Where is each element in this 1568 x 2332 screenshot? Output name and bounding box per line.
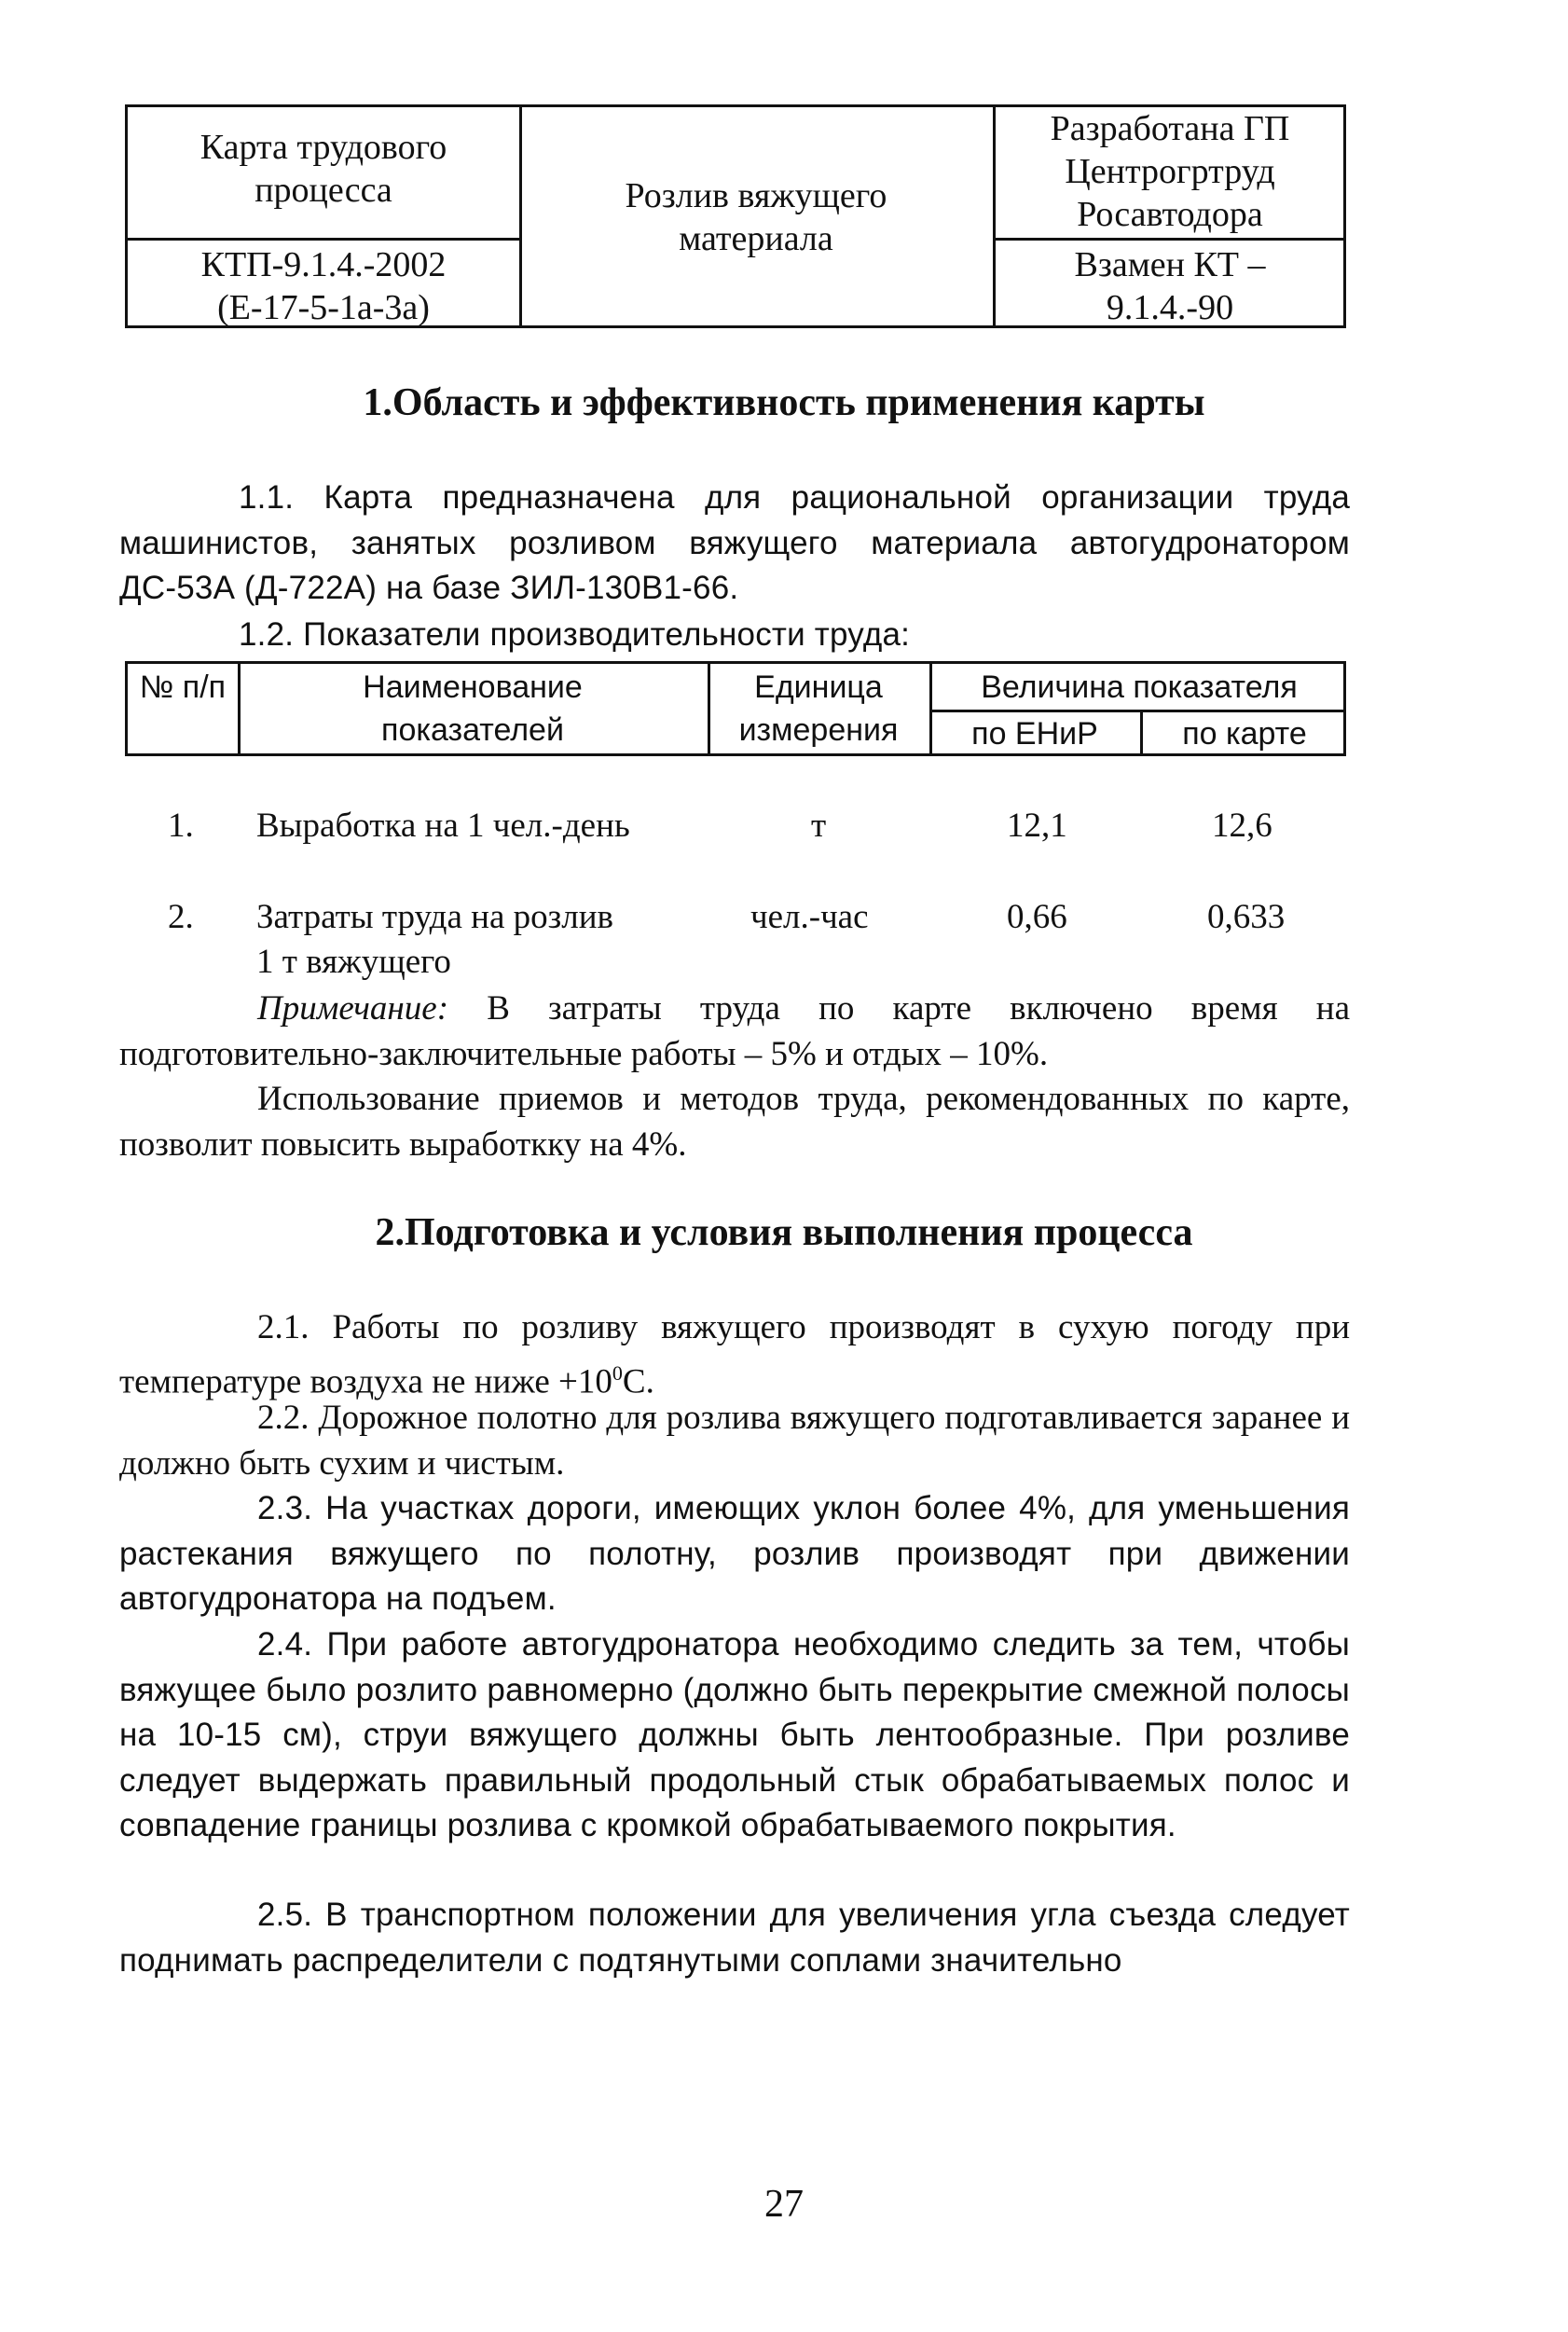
degree-sup: 0 (612, 1360, 623, 1385)
row-number: 1. (168, 807, 194, 845)
process-title: Розлив вяжущего материала (625, 176, 887, 258)
note-paragraph: Примечание: В затраты труда по карте включено время на подготовительно-заключительные работы – 5% и отдых – 10%. (119, 989, 1350, 1073)
paragraph-2-3: 2.3. На участках дороги, имеющих уклон более 4%, для уменьшения растекания вяжущего по полотну, розлив производят при движении автогудронатора на подъем. (119, 1490, 1350, 1617)
developed-by: Разработана ГП Центрогртруд Росавтодора (1050, 109, 1290, 234)
usage-paragraph: Использование приемов и методов труда, рекомендованных по карте, позволит повысить выработкку на 4%. (119, 1080, 1350, 1164)
paragraph-2-4: 2.4. При работе автогудронатора необходимо следить за тем, чтобы вяжущее было розлито равномерно (должно быть перекрытие смежной полосы на 10-15 см), струи вяжущего должны быть лентообразные. При розливе следует выдержать правильный продольный стык обрабатываемых полос и совпадение границы розлива с кромкой обрабатываемого покрытия. (119, 1626, 1350, 1843)
note-label: Примечание: (257, 989, 449, 1028)
row-enir: 12,1 (1007, 807, 1067, 845)
col-unit: Единица измерения (738, 669, 899, 748)
header-table (125, 104, 1346, 328)
section-1-heading: 1.Область и эффективность применения карты (363, 381, 1205, 424)
row-name: Затраты труда на розлив (256, 898, 613, 936)
row-unit: т (811, 807, 827, 845)
col-name: Наименование показателей (363, 669, 583, 748)
row-enir: 0,66 (1007, 898, 1067, 936)
card-code: КТП-9.1.4.-2002 (Е-17-5-1а-3а) (200, 245, 447, 327)
paragraph-1-1: 1.1. Карта предназначена для рациональной организации труда машинистов, занятых розливом вяжущего материала автогудронатором ДС-53А (Д-722А) на базе ЗИЛ-130В1-66. (119, 479, 1350, 606)
col-enir: по ЕНиР (971, 716, 1098, 752)
row-unit: чел.-час (750, 898, 869, 936)
col-number: № п/п (139, 669, 227, 705)
row-name-cont: 1 т вяжущего (256, 943, 451, 981)
row-card: 12,6 (1212, 807, 1272, 845)
card-label: Карта трудового процесса (199, 128, 447, 210)
indicators-table-header (125, 661, 1346, 756)
section-2-heading: 2.Подготовка и условия выполнения процесса (375, 1211, 1193, 1254)
replaces: Взамен КТ – 9.1.4.-90 (1074, 245, 1266, 327)
col-card: по карте (1182, 716, 1307, 752)
paragraph-2-1: 2.1. Работы по розливу вяжущего производят в сухую погоду при температуре воздуха не ниже $+10^0С$. (119, 1308, 1350, 1401)
divider (128, 238, 519, 241)
paragraph-1-2: 1.2. Показатели производительности труда: (239, 616, 911, 653)
paragraph-2-5: 2.5. В транспортном положении для увеличения угла съезда следует поднимать распределители с подтянутыми соплами значительно (119, 1897, 1350, 1979)
divider (993, 238, 1343, 241)
paragraph-2-2: 2.2. Дорожное полотно для розлива вяжущего подготавливается заранее и должно быть сухим и чистым. (119, 1399, 1350, 1483)
row-card: 0,633 (1207, 898, 1286, 936)
row-name: Выработка на 1 чел.-день (256, 807, 630, 845)
col-value: Величина показателя (981, 669, 1298, 705)
page-number: 27 (764, 2183, 804, 2226)
row-number: 2. (168, 898, 194, 936)
